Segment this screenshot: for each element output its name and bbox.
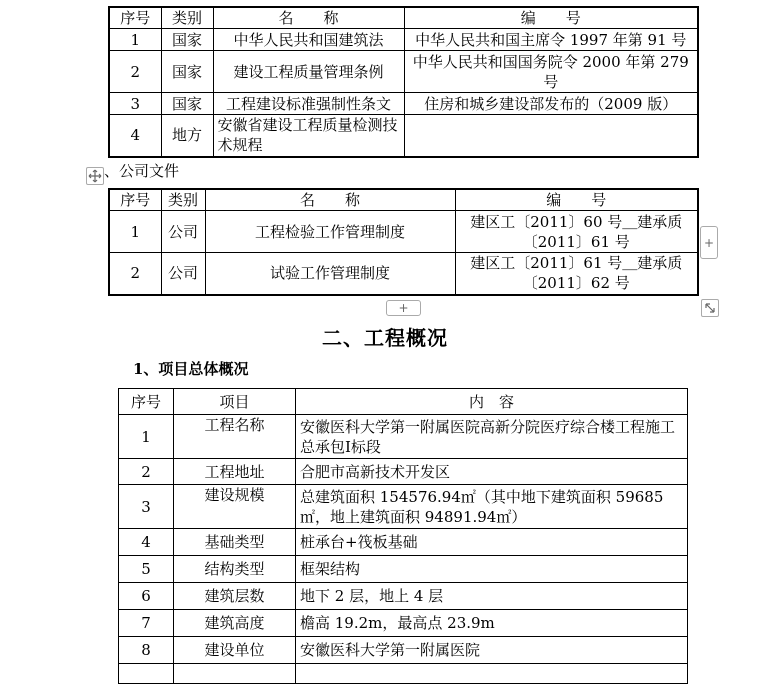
table-cell[interactable]: 檐高 19.2m，最高点 23.9m bbox=[296, 610, 688, 637]
table-cell[interactable]: 2 bbox=[109, 51, 161, 93]
table-cell[interactable]: 建设规模 bbox=[174, 485, 296, 529]
table-header-row bbox=[109, 7, 698, 29]
table-cell[interactable]: 住房和城乡建设部发布的（2009 版） bbox=[404, 93, 698, 115]
table-cell[interactable]: 1 bbox=[109, 211, 161, 253]
table-cell[interactable]: 安徽省建设工程质量检测技术规程 bbox=[213, 115, 404, 157]
header-cell[interactable]: 名 称 bbox=[213, 7, 404, 29]
table-header-row bbox=[109, 189, 698, 211]
table-cell[interactable]: 桩承台+筏板基础 bbox=[296, 529, 688, 556]
table-cell[interactable]: 合肥市高新技术开发区 bbox=[296, 459, 688, 485]
table-cell[interactable]: 3 bbox=[109, 93, 161, 115]
table-cell[interactable]: 建区工〔2011〕61 号＿建承质〔2011〕62 号 bbox=[455, 253, 698, 295]
table-cell[interactable]: 建区工〔2011〕60 号＿建承质〔2011〕61 号 bbox=[455, 211, 698, 253]
table-row bbox=[109, 93, 698, 115]
table-cell[interactable]: 安徽医科大学第一附属医院高新分院医疗综合楼工程施工总承包Ⅰ标段 bbox=[296, 415, 688, 459]
table-row bbox=[119, 529, 688, 556]
table-cell[interactable]: 试验工作管理制度 bbox=[205, 253, 455, 295]
header-cell[interactable]: 序号 bbox=[109, 7, 161, 29]
header-cell[interactable]: 编 号 bbox=[455, 189, 698, 211]
company-documents-table bbox=[108, 188, 699, 296]
table-cell[interactable]: 总建筑面积 154576.94㎡（其中地下建筑面积 59685㎡，地上建筑面积 94891.94㎡） bbox=[296, 485, 688, 529]
header-cell[interactable]: 名 称 bbox=[205, 189, 455, 211]
add-column-button[interactable]: + bbox=[700, 226, 718, 259]
table-cell[interactable]: 基础类型 bbox=[174, 529, 296, 556]
table-cell[interactable]: 2 bbox=[119, 459, 174, 485]
company-documents-heading: 、公司文件 bbox=[104, 162, 180, 180]
table-row bbox=[109, 211, 698, 253]
table-cell[interactable] bbox=[404, 115, 698, 157]
table-row bbox=[119, 583, 688, 610]
table-row bbox=[119, 637, 688, 664]
table-cell[interactable]: 建筑高度 bbox=[174, 610, 296, 637]
table-cell[interactable]: 安徽医科大学第一附属医院 bbox=[296, 637, 688, 664]
table-cell[interactable]: 中华人民共和国主席令 1997 年第 91 号 bbox=[404, 29, 698, 51]
table-cell[interactable]: 工程名称 bbox=[174, 415, 296, 459]
table-cell[interactable]: 建筑层数 bbox=[174, 583, 296, 610]
header-cell[interactable]: 类别 bbox=[161, 189, 205, 211]
table-cell[interactable]: 8 bbox=[119, 637, 174, 664]
standards-table bbox=[108, 6, 699, 158]
table-header-row bbox=[119, 389, 688, 415]
table-cell[interactable]: 地下 2 层，地上 4 层 bbox=[296, 583, 688, 610]
table-row bbox=[109, 253, 698, 295]
table-row bbox=[119, 610, 688, 637]
move-arrows-icon bbox=[88, 169, 102, 183]
table-cell[interactable]: 中华人民共和国国务院令 2000 年第 279 号 bbox=[404, 51, 698, 93]
table-cell[interactable]: 建设单位 bbox=[174, 637, 296, 664]
table-row bbox=[119, 485, 688, 529]
table-cell[interactable]: 工程建设标准强制性条文 bbox=[213, 93, 404, 115]
table-row bbox=[109, 51, 698, 93]
table-cell[interactable]: 7 bbox=[119, 610, 174, 637]
table-cell[interactable]: 公司 bbox=[161, 211, 205, 253]
header-cell[interactable]: 内 容 bbox=[296, 389, 688, 415]
header-cell[interactable]: 编 号 bbox=[404, 7, 698, 29]
table-row bbox=[119, 459, 688, 485]
table-cell[interactable]: 结构类型 bbox=[174, 556, 296, 583]
table-cell[interactable]: 1 bbox=[119, 415, 174, 459]
table-cell[interactable]: 工程地址 bbox=[174, 459, 296, 485]
section-title: 二、工程概况 bbox=[322, 326, 448, 350]
header-cell[interactable]: 序号 bbox=[109, 189, 161, 211]
table-cell[interactable]: 地方 bbox=[161, 115, 213, 157]
table-cell[interactable]: 工程检验工作管理制度 bbox=[205, 211, 455, 253]
table-cell[interactable]: 国家 bbox=[161, 51, 213, 93]
table-cell[interactable]: 4 bbox=[119, 529, 174, 556]
table-row bbox=[119, 415, 688, 459]
header-cell[interactable]: 项目 bbox=[174, 389, 296, 415]
table-cell[interactable]: 3 bbox=[119, 485, 174, 529]
table-cell[interactable]: 框架结构 bbox=[296, 556, 688, 583]
table-cell[interactable]: 6 bbox=[119, 583, 174, 610]
header-cell[interactable]: 类别 bbox=[161, 7, 213, 29]
move-arrows-icon[interactable] bbox=[86, 167, 104, 185]
table-cell[interactable]: 中华人民共和国建筑法 bbox=[213, 29, 404, 51]
table-cell[interactable]: 国家 bbox=[161, 29, 213, 51]
table-cell[interactable]: 1 bbox=[109, 29, 161, 51]
table-row bbox=[109, 29, 698, 51]
resize-diagonal-icon[interactable] bbox=[701, 299, 719, 317]
subsection-title: 1、项目总体概况 bbox=[133, 360, 249, 378]
project-overview-table bbox=[118, 388, 688, 684]
table-cell[interactable]: 公司 bbox=[161, 253, 205, 295]
table-cell[interactable]: 2 bbox=[109, 253, 161, 295]
table-cell[interactable]: 国家 bbox=[161, 93, 213, 115]
resize-diagonal-icon bbox=[704, 302, 716, 314]
table-row bbox=[109, 115, 698, 157]
table-cell[interactable]: 建设工程质量管理条例 bbox=[213, 51, 404, 93]
table-row bbox=[119, 556, 688, 583]
table-cell[interactable]: 4 bbox=[109, 115, 161, 157]
header-cell[interactable]: 序号 bbox=[119, 389, 174, 415]
table-cell[interactable]: 5 bbox=[119, 556, 174, 583]
add-row-button[interactable]: + bbox=[386, 300, 421, 316]
